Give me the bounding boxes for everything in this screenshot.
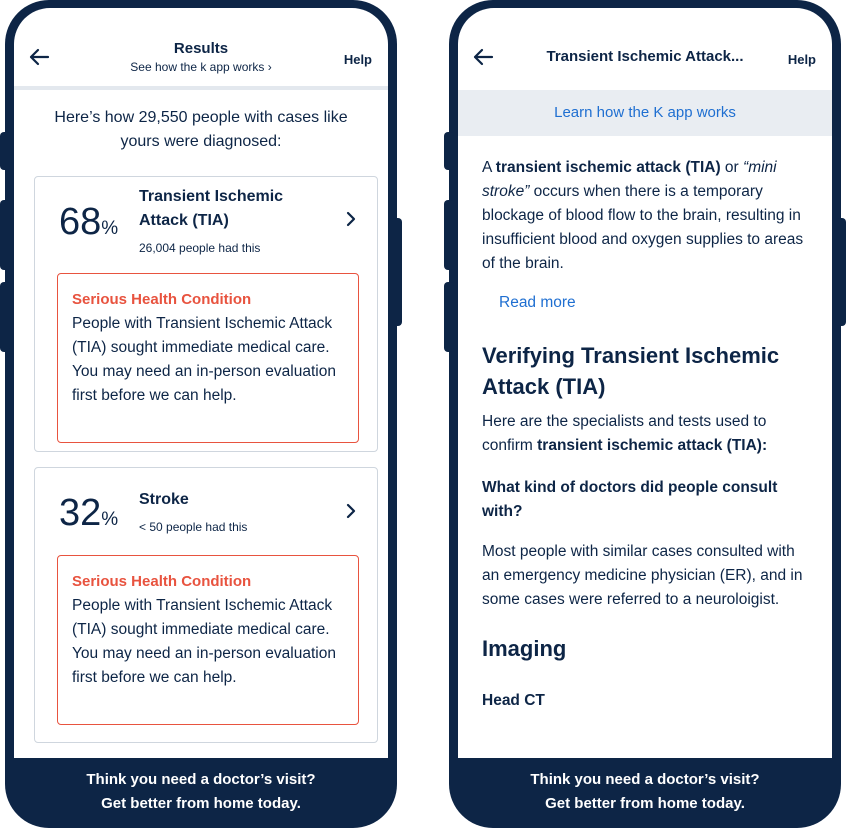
serious-condition-alert xyxy=(57,273,359,443)
results-header xyxy=(14,8,388,90)
results-screen xyxy=(14,8,388,758)
results-intro: Here’s how 29,550 people with cases like yours were diagnosed: xyxy=(54,109,348,150)
phone-side-button xyxy=(444,200,454,270)
doctor-visit-banner[interactable] xyxy=(5,758,397,828)
banner-line-1: Think you need a doctor’s visit? xyxy=(86,771,316,788)
diagnosis-name: Stroke xyxy=(139,491,189,508)
alert-title: Serious Health Condition xyxy=(72,291,252,308)
detail-header xyxy=(458,8,832,90)
phone-side-button xyxy=(444,282,454,352)
help-link[interactable]: Help xyxy=(343,52,372,67)
diagnosis-count: 26,004 people had this xyxy=(139,241,261,255)
phone-side-button xyxy=(392,218,402,326)
help-link[interactable]: Help xyxy=(787,52,816,67)
banner-line-1: Think you need a doctor’s visit? xyxy=(530,771,760,788)
verify-heading: Verifying Transient Ischemic Attack (TIA) xyxy=(482,343,780,399)
doctors-answer: Most people with similar cases consulted with an emergency medicine physician (ER), and in some cases were referred to a neuroloigist. xyxy=(482,543,803,608)
condition-detail-screen xyxy=(458,8,832,758)
verify-text: Here are the specialists and tests used to confirm transient ischemic attack (TIA): xyxy=(482,413,768,454)
diagnosis-count: < 50 people had this xyxy=(139,520,248,534)
banner-line-2: Get better from home today. xyxy=(101,795,301,812)
diagnosis-percent: 68% xyxy=(59,201,119,243)
phone-side-button xyxy=(0,282,10,352)
head-ct-heading: Head CT xyxy=(482,692,545,709)
alert-title: Serious Health Condition xyxy=(72,573,252,590)
see-how-link[interactable]: See how the k app works › xyxy=(130,60,272,74)
phone-right xyxy=(449,0,841,828)
doctor-visit-banner[interactable] xyxy=(449,758,841,828)
read-more-link[interactable]: Read more xyxy=(499,294,576,311)
page-title: Transient Ischemic Attack... xyxy=(546,48,744,65)
diagnosis-card[interactable] xyxy=(34,176,378,452)
learn-how-link[interactable]: Learn how the K app works xyxy=(458,90,832,136)
chevron-right-icon[interactable] xyxy=(345,503,357,519)
diagnosis-name: Transient Ischemic Attack (TIA) xyxy=(139,188,284,229)
phone-side-button xyxy=(0,200,10,270)
diagnosis-percent: 32% xyxy=(59,492,119,534)
diagnosis-card[interactable] xyxy=(34,467,378,743)
condition-description: A transient ischemic attack (TIA) or “mini stroke” occurs when there is a temporary blockage of blood flow to the brain, resulting in insufficient blood and oxygen supplies to areas of the brain. xyxy=(482,159,804,272)
phone-left xyxy=(5,0,397,828)
phone-side-button xyxy=(836,218,846,326)
phone-side-button xyxy=(444,132,454,170)
alert-body: People with Transient Ischemic Attack (TIA) sought immediate medical care. You may need an in-person evaluation first before we can help. xyxy=(72,597,336,686)
alert-body: People with Transient Ischemic Attack (TIA) sought immediate medical care. You may need an in-person evaluation first before we can help. xyxy=(72,315,336,404)
page-title: Results xyxy=(173,40,229,57)
banner-line-2: Get better from home today. xyxy=(545,795,745,812)
article-body xyxy=(458,136,832,710)
chevron-right-icon[interactable] xyxy=(345,211,357,227)
serious-condition-alert xyxy=(57,555,359,725)
doctors-question: What kind of doctors did people consult with? xyxy=(482,479,778,520)
imaging-heading: Imaging xyxy=(482,636,567,661)
phone-side-button xyxy=(0,132,10,170)
